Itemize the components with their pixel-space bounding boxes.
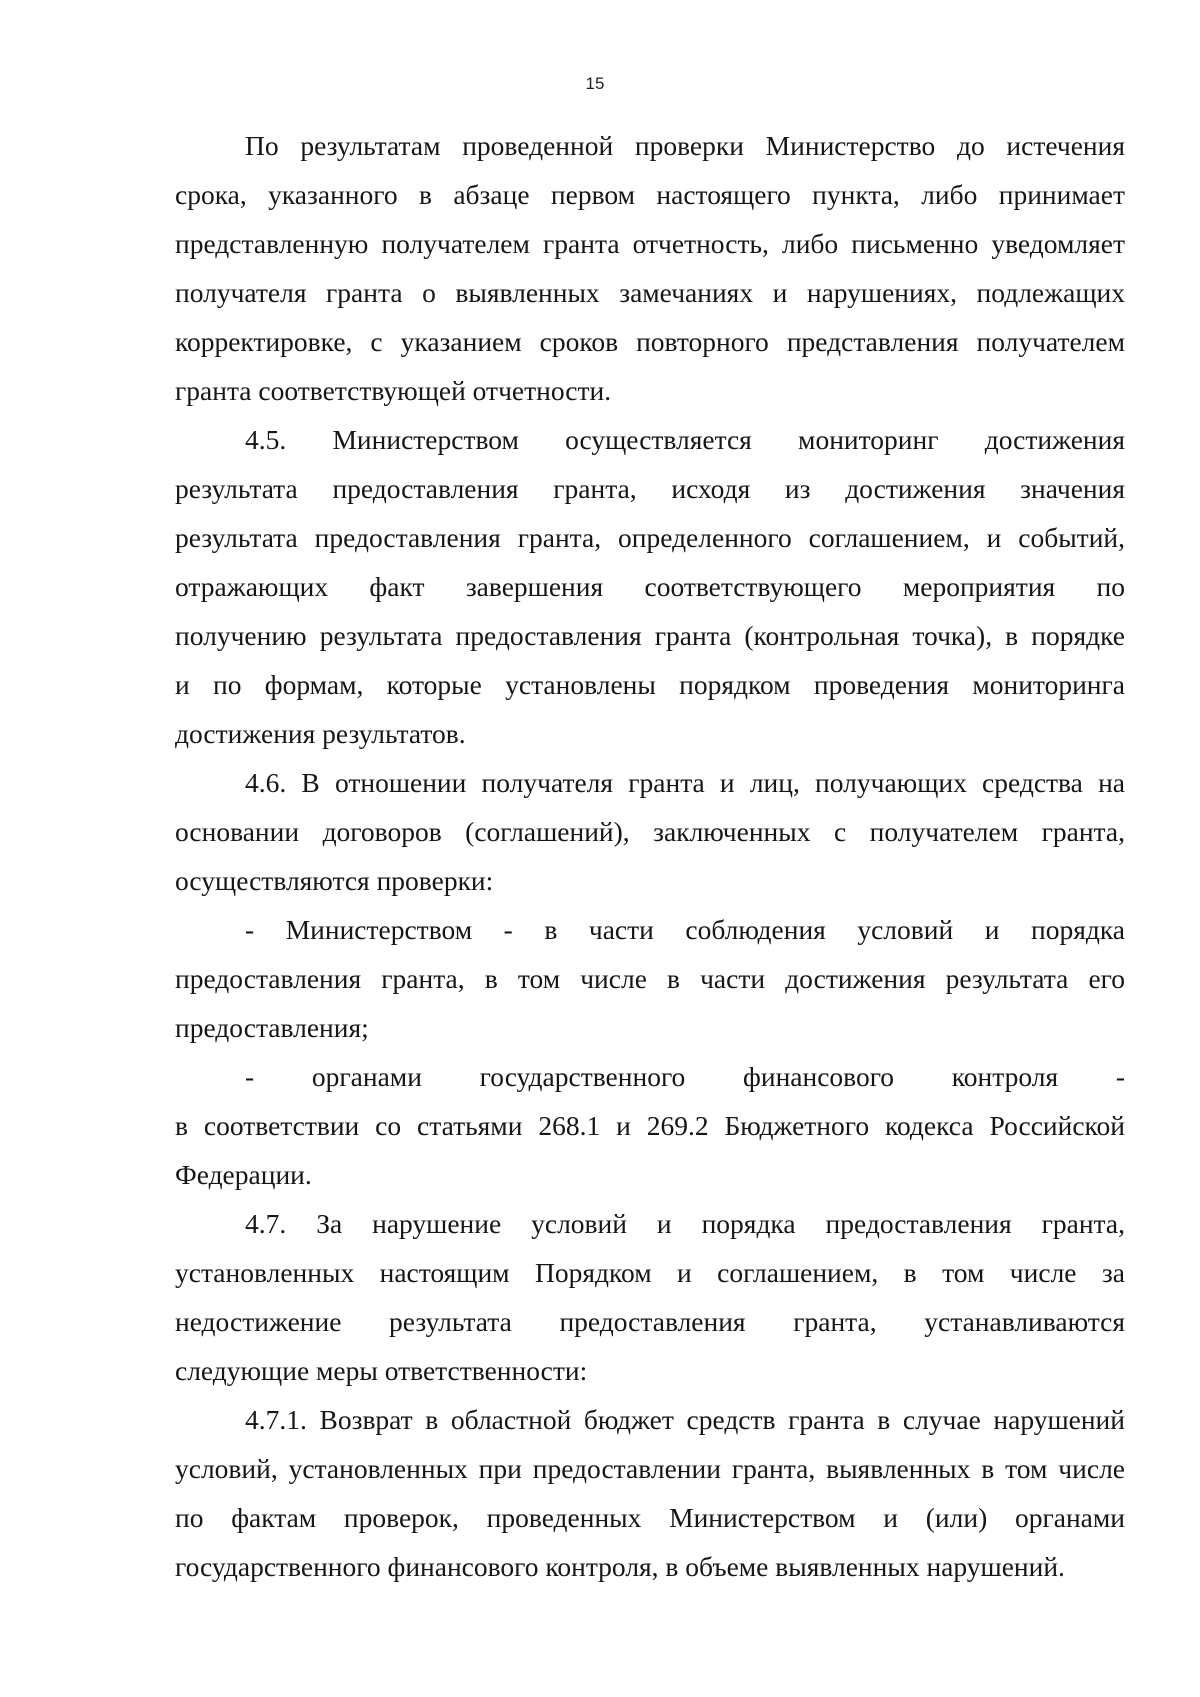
paragraph-4-6 (175, 758, 1125, 905)
text-line: 4.7. За нарушение условий и порядка предоставления гранта, (245, 1208, 1125, 1239)
paragraph-4-5 (175, 415, 1125, 758)
text-line: получению результата предоставления гранта (контрольная точка), в порядке (175, 620, 1125, 651)
paragraph-4-7 (175, 1199, 1125, 1395)
list-item-control-bodies (175, 1052, 1125, 1199)
text-line: государственного финансового контроля, в объеме выявленных нарушений. (175, 1551, 1065, 1582)
text-line: осуществляются проверки: (175, 865, 494, 896)
text-line: отражающих факт завершения соответствующего мероприятия по (175, 571, 1125, 602)
text-line: По результатам проведенной проверки Министерство до истечения (245, 130, 1125, 161)
document-body (175, 121, 1125, 1591)
text-line: - органами государственного финансового контроля - (245, 1061, 1125, 1092)
text-line: и по формам, которые установлены порядком проведения мониторинга (175, 669, 1125, 700)
text-line: срока, указанного в абзаце первом настоящего пункта, либо принимает (175, 179, 1125, 210)
paragraph-verification-result (175, 121, 1125, 415)
text-line: Федерации. (175, 1159, 312, 1190)
paragraph-4-7-1 (175, 1395, 1125, 1591)
text-line: гранта соответствующей отчетности. (175, 375, 612, 406)
text-line: установленных настоящим Порядком и соглашением, в том числе за (175, 1257, 1125, 1288)
text-line: результата предоставления гранта, определенного соглашением, и событий, (175, 522, 1125, 553)
text-line: 4.6. В отношении получателя гранта и лиц, получающих средства на (245, 767, 1125, 798)
text-line: представленную получателем гранта отчетность, либо письменно уведомляет (175, 228, 1125, 259)
text-line: основании договоров (соглашений), заключенных с получателем гранта, (175, 816, 1125, 847)
text-line: недостижение результата предоставления гранта, устанавливаются (175, 1306, 1125, 1337)
text-line: по фактам проверок, проведенных Министерством и (или) органами (175, 1502, 1125, 1533)
text-line: 4.5. Министерством осуществляется мониторинг достижения (245, 424, 1125, 455)
page-number: 15 (585, 74, 605, 93)
text-line: получателя гранта о выявленных замечаниях и нарушениях, подлежащих (175, 277, 1125, 308)
text-line: результата предоставления гранта, исходя из достижения значения (175, 473, 1125, 504)
text-line: достижения результатов. (175, 718, 466, 749)
text-line: предоставления; (175, 1012, 369, 1043)
text-line: 4.7.1. Возврат в областной бюджет средств гранта в случае нарушений (245, 1404, 1125, 1435)
text-line: следующие меры ответственности: (175, 1355, 588, 1386)
text-line: - Министерством - в части соблюдения условий и порядка (245, 914, 1125, 945)
text-line: корректировке, с указанием сроков повторного представления получателем (175, 326, 1125, 357)
text-line: в соответствии со статьями 268.1 и 269.2 Бюджетного кодекса Российской (175, 1110, 1125, 1141)
text-line: предоставления гранта, в том числе в части достижения результата его (175, 963, 1125, 994)
text-line: условий, установленных при предоставлении гранта, выявленных в том числе (175, 1453, 1125, 1484)
list-item-ministry (175, 905, 1125, 1052)
